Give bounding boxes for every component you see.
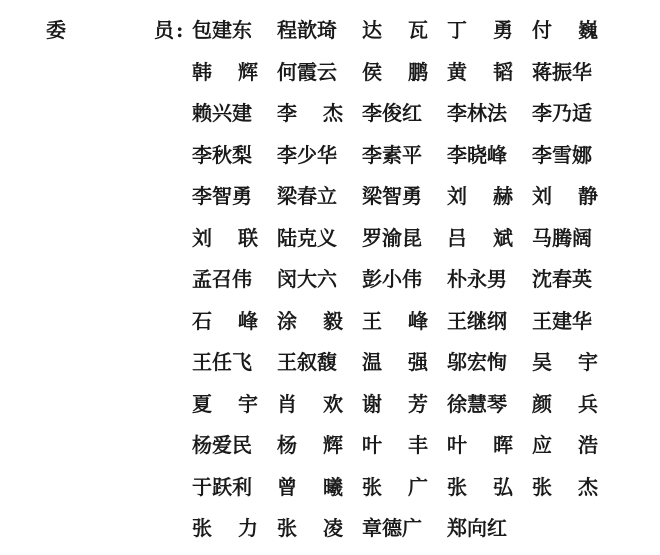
committee-member-label: [46, 14, 192, 46]
member-name: 彭 小 伟: [362, 267, 422, 291]
member-name: 陆 克 义: [277, 225, 337, 250]
member-name: 于 跃 利: [192, 474, 252, 499]
member-name: 杨 爱 民: [192, 433, 252, 457]
member-name: 刘 联: [192, 225, 258, 250]
member-name: 梁 智 勇: [362, 184, 422, 208]
member-name: 李 少 华: [277, 142, 337, 167]
member-name: 侯 鹏: [362, 59, 428, 84]
member-name: 达 瓦: [362, 18, 428, 42]
member-name: 罗 渝 昆: [362, 225, 422, 250]
member-name: 李 乃 适: [532, 101, 592, 125]
member-name: 刘 赫: [447, 184, 513, 208]
member-name: 吕 斌: [447, 225, 513, 250]
member-name: 丁 勇: [447, 18, 513, 42]
member-name: 王 建 华: [532, 308, 592, 333]
member-name: 王 峰: [362, 308, 428, 333]
member-name: 李 素 平: [362, 142, 422, 167]
member-name: 闵 大 六: [277, 267, 337, 291]
member-name: 黄 韬: [447, 59, 513, 84]
member-name: 韩 辉: [192, 59, 258, 84]
label-char-second: 员: [154, 18, 174, 42]
member-name: 程 歆 琦: [277, 18, 337, 42]
member-name: 包 建 东: [192, 18, 252, 42]
member-name: 郑 向 红: [447, 516, 507, 540]
member-name: 李 晓 峰: [447, 142, 507, 167]
member-name: 应 浩: [532, 433, 598, 457]
member-name: 蒋 振 华: [532, 59, 592, 84]
member-name: 朴 永 男: [447, 267, 507, 291]
member-name: 吴 宇: [532, 350, 598, 374]
member-name: 肖 欢: [277, 391, 343, 416]
member-name: 颜 兵: [532, 391, 598, 416]
member-name: 张 凌: [277, 516, 343, 540]
member-name: 叶 丰: [362, 433, 428, 457]
member-name: 张 弘: [447, 474, 513, 499]
member-name: 邬 宏 恂: [447, 350, 507, 374]
member-name: 曾 曦: [277, 474, 343, 499]
member-name: 杨 辉: [277, 433, 343, 457]
member-name: 章 德 广: [362, 516, 422, 540]
label-colon: :: [176, 18, 184, 42]
member-name: 夏 宇: [192, 391, 258, 416]
member-name: 孟 召 伟: [192, 267, 252, 291]
member-name: 刘 静: [532, 184, 598, 208]
member-name: 张 力: [192, 516, 258, 540]
member-name: 李 智 勇: [192, 184, 252, 208]
member-name: 王 叙 馥: [277, 350, 337, 374]
member-name: 谢 芳: [362, 391, 428, 416]
member-name: 王 继 纲: [447, 308, 507, 333]
member-name: 涂 毅: [277, 308, 343, 333]
member-name: 何 霞 云: [277, 59, 337, 84]
member-name: 李 林 法: [447, 101, 507, 125]
member-name: 赖 兴 建: [192, 101, 252, 125]
member-name: 李 雪 娜: [532, 142, 592, 167]
member-name: 沈 春 英: [532, 267, 592, 291]
member-name: 张 广: [362, 474, 428, 499]
member-name: 温 强: [362, 350, 428, 374]
member-name: 李 杰: [277, 101, 343, 125]
member-name: 付 巍: [532, 18, 598, 42]
member-name: 张 杰: [532, 474, 598, 499]
member-name: 石 峰: [192, 308, 258, 333]
member-name: 马 腾 阔: [532, 225, 592, 250]
member-name: 徐 慧 琴: [447, 391, 507, 416]
member-names-grid: [192, 14, 622, 554]
label-char-first: 委: [46, 18, 66, 42]
member-name: 李 俊 红: [362, 101, 422, 125]
member-name: 李 秋 梨: [192, 142, 252, 167]
member-name: 梁 春 立: [277, 184, 337, 208]
member-name: 叶 晖: [447, 433, 513, 457]
member-name: 王 任 飞: [192, 350, 252, 374]
